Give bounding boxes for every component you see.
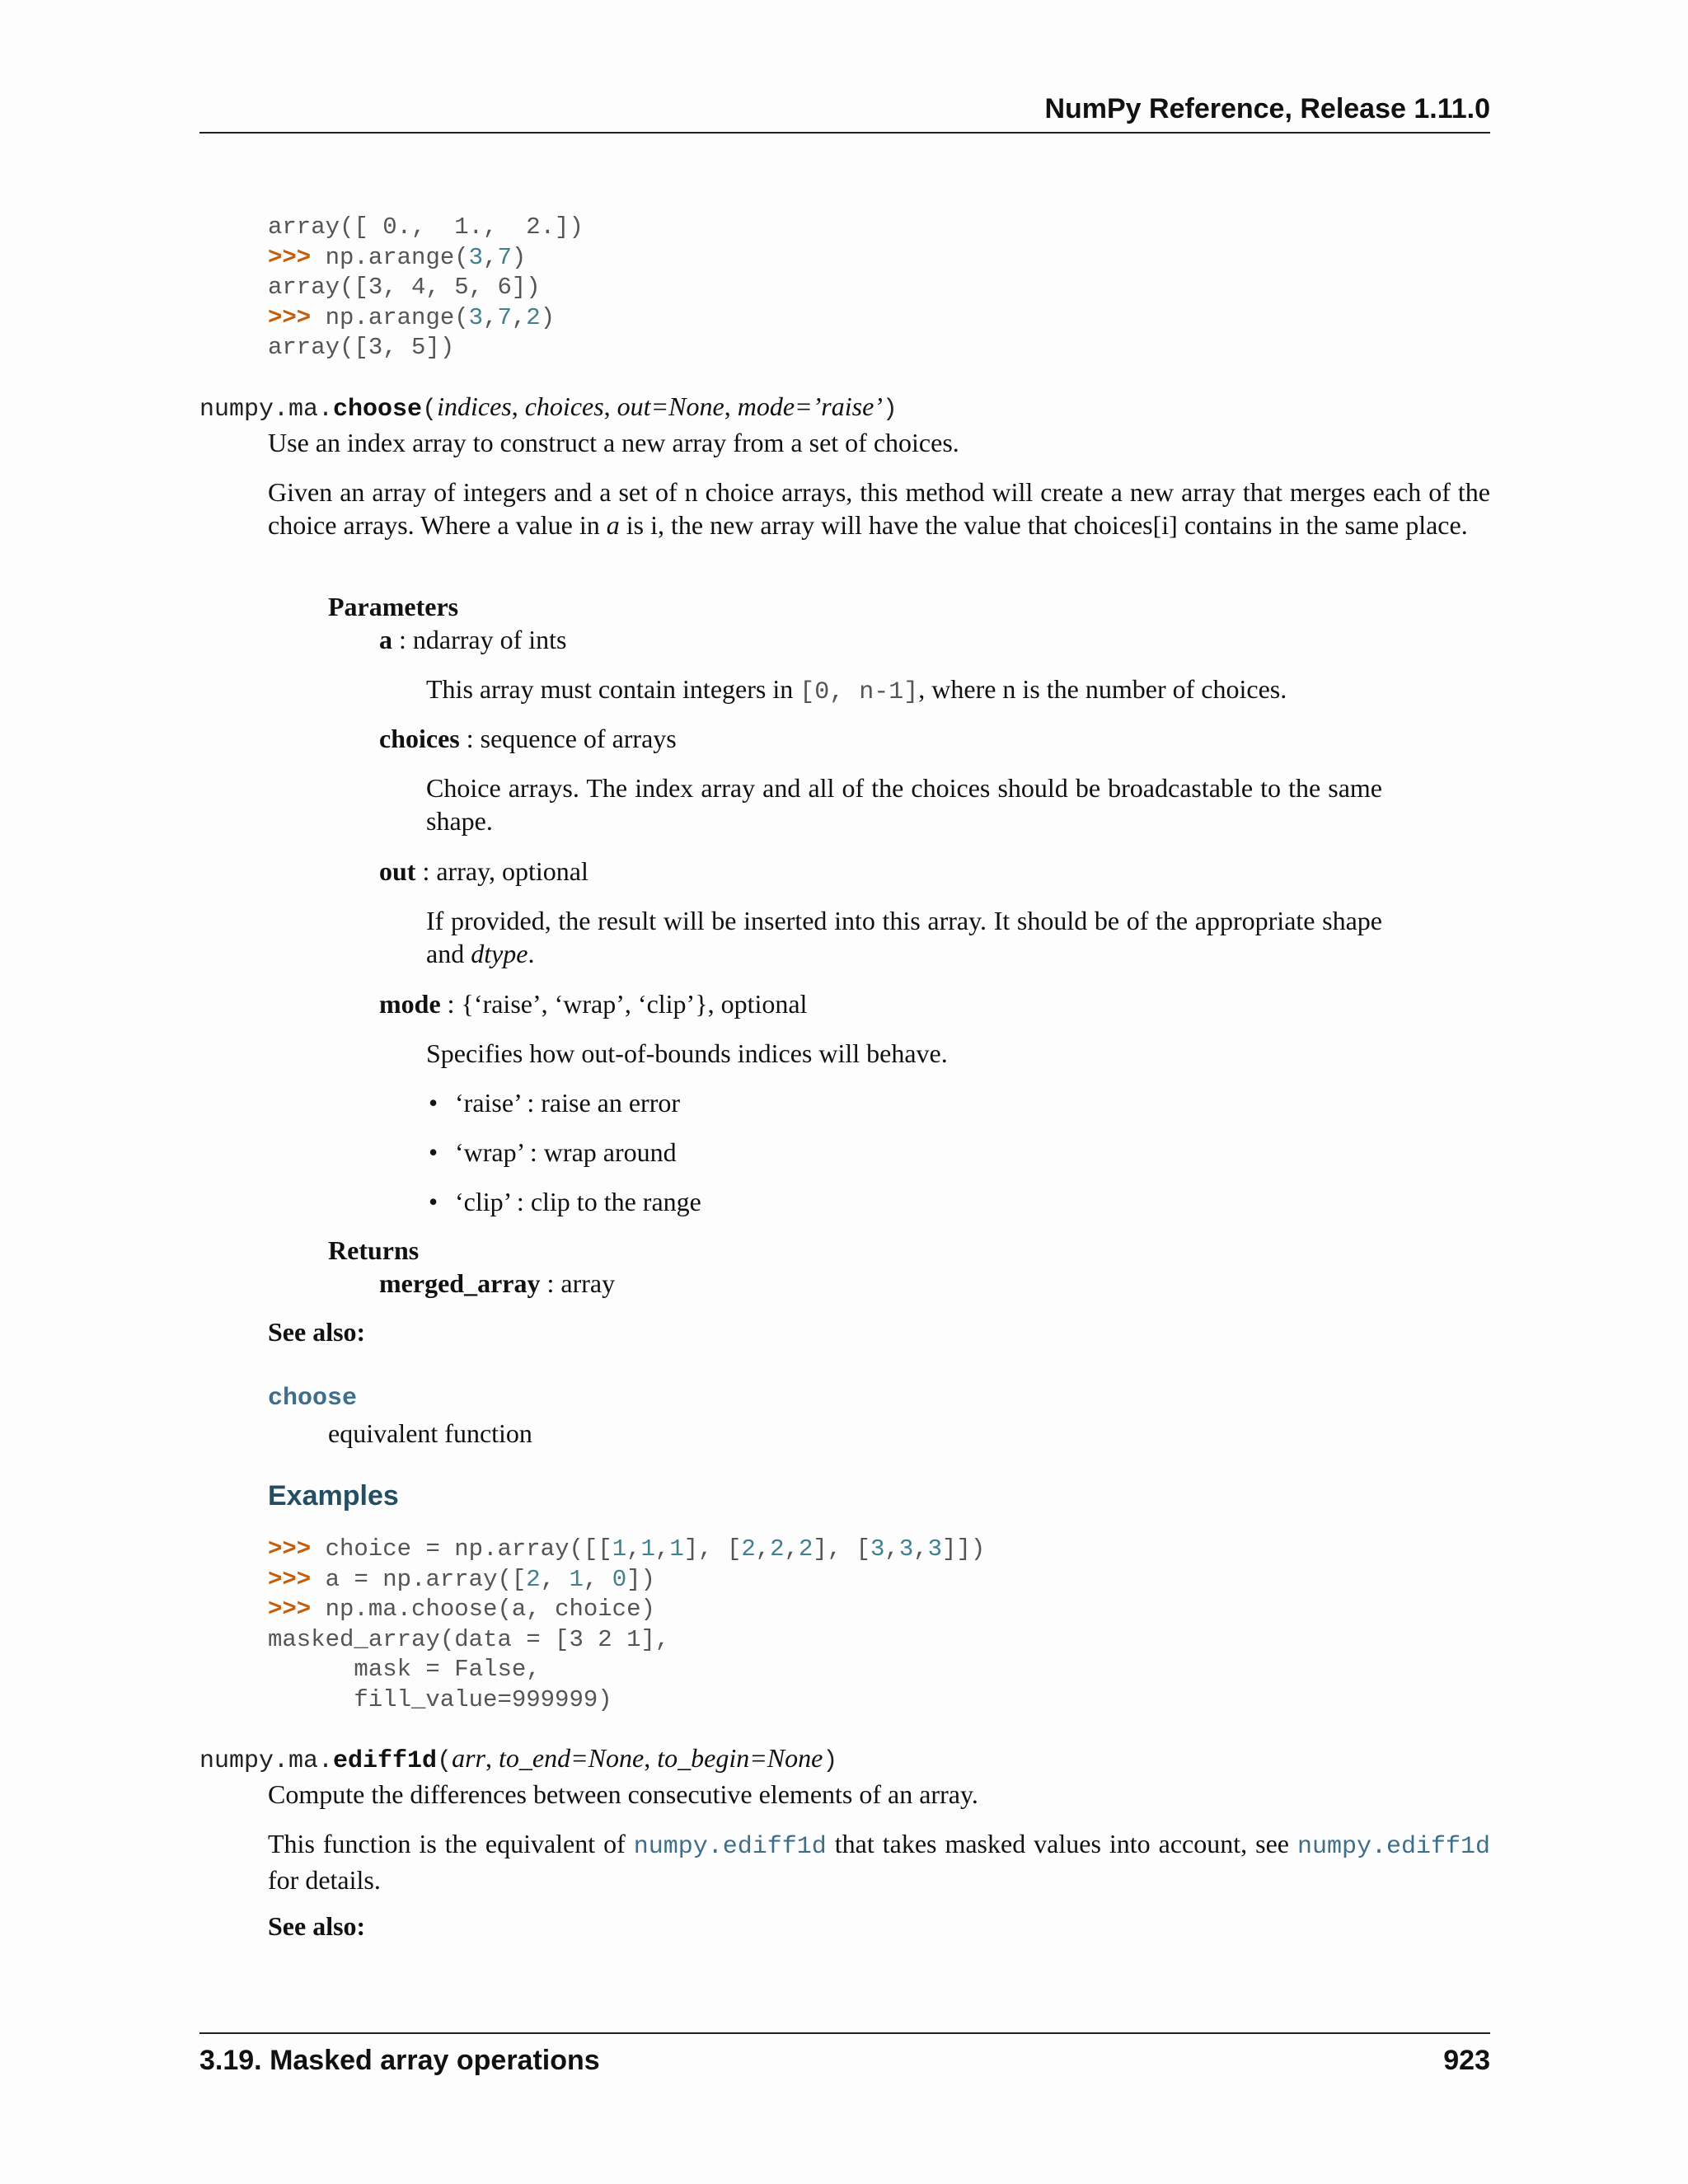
param-a-description: This array must contain integers in [0, n-1], where n is the number of choices. xyxy=(426,674,1287,706)
code-line: fill_value=999999) xyxy=(268,1685,612,1713)
ediff1d-summary: Compute the differences between consecutive elements of an array. xyxy=(268,1779,978,1809)
code-line: >>> a = np.array([2, 1, 0]) xyxy=(268,1565,655,1593)
code-block-arange xyxy=(268,213,584,363)
ediff1d-signature: numpy.ma.ediff1d(arr, to_end=None, to_begin=None) xyxy=(199,1743,838,1775)
code-line: array([3, 5]) xyxy=(268,334,455,362)
header-title: NumPy Reference, Release 1.11.0 xyxy=(1044,93,1490,124)
code-line: >>> choice = np.array([[1,1,1], [2,2,2], [3,3,3]]) xyxy=(268,1535,986,1563)
param-a: a : ndarray of ints xyxy=(379,625,567,654)
code-line: array([3, 4, 5, 6]) xyxy=(268,274,541,302)
parameters-label: Parameters xyxy=(328,592,459,621)
param-mode: mode : {‘raise’, ‘wrap’, ‘clip’}, optional xyxy=(379,989,808,1019)
choose-module: numpy.ma. xyxy=(199,396,334,424)
code-line: >>> np.ma.choose(a, choice) xyxy=(268,1596,655,1624)
sig-param: out=None xyxy=(617,391,724,421)
link-numpy-ediff1d[interactable]: numpy.ediff1d xyxy=(1296,1833,1491,1861)
param-out-description: If provided, the result will be inserted into this array. It should be of the appropriate shape and dtype. xyxy=(426,906,1382,968)
returns-value: merged_array : array xyxy=(379,1268,616,1298)
sig-param: mode=’raise’ xyxy=(737,391,883,421)
see-also-link-choose[interactable]: choose xyxy=(268,1385,358,1413)
choose-description: Given an array of integers and a set of n choice arrays, this method will create a new array that merges each of the choice arrays. Where a value in a is i, the new array will have the value that choices[i] contains in the same place. xyxy=(268,477,1490,540)
choose-signature: numpy.ma.choose(indices, choices, out=None, mode=’raise’) xyxy=(199,391,898,424)
sig-param: arr xyxy=(452,1743,485,1773)
ediff1d-function-name: ediff1d xyxy=(333,1747,438,1775)
code-line: array([ 0., 1., 2.]) xyxy=(268,213,584,241)
link-numpy-ediff1d[interactable]: numpy.ediff1d xyxy=(633,1833,827,1861)
see-also-label: See also: xyxy=(268,1911,366,1941)
param-choices-description: Choice arrays. The index array and all of the choices should be broadcastable to the same shape. xyxy=(426,773,1382,836)
param-mode-description: Specifies how out-of-bounds indices will behave. xyxy=(426,1038,948,1068)
sig-param: to_begin=None xyxy=(657,1743,823,1773)
list-item: • ‘raise’ : raise an error xyxy=(429,1088,681,1118)
code-line: mask = False, xyxy=(268,1656,541,1684)
footer-section: 3.19. Masked array operations xyxy=(199,2045,600,2076)
sig-param: to_end=None xyxy=(498,1743,645,1773)
sig-param: choices xyxy=(524,391,604,421)
ediff1d-module: numpy.ma. xyxy=(199,1747,334,1775)
footer-page-number: 923 xyxy=(1443,2045,1490,2076)
choose-function-name: choose xyxy=(333,396,423,424)
page-footer xyxy=(199,2032,1490,2092)
code-line: >>> np.arange(3,7) xyxy=(268,243,527,271)
param-out: out : array, optional xyxy=(379,856,588,886)
running-header xyxy=(199,91,1490,134)
see-also-label: See also: xyxy=(268,1317,366,1347)
choose-summary: Use an index array to construct a new array from a set of choices. xyxy=(268,428,959,457)
ediff1d-description: This function is the equivalent of numpy.ediff1d that takes masked values into account, see numpy.ediff1d for details. xyxy=(268,1829,1491,1895)
see-also-description: equivalent function xyxy=(328,1418,532,1448)
code-line: masked_array(data = [3 2 1], xyxy=(268,1625,670,1653)
sig-param: indices xyxy=(437,391,512,421)
param-choices: choices : sequence of arrays xyxy=(379,724,677,753)
list-item: • ‘wrap’ : wrap around xyxy=(429,1137,677,1167)
list-item: • ‘clip’ : clip to the range xyxy=(429,1187,701,1216)
examples-heading: Examples xyxy=(268,1480,399,1511)
code-block-examples xyxy=(268,1535,985,1716)
code-line: >>> np.arange(3,7,2) xyxy=(268,303,556,331)
returns-label: Returns xyxy=(328,1235,420,1265)
